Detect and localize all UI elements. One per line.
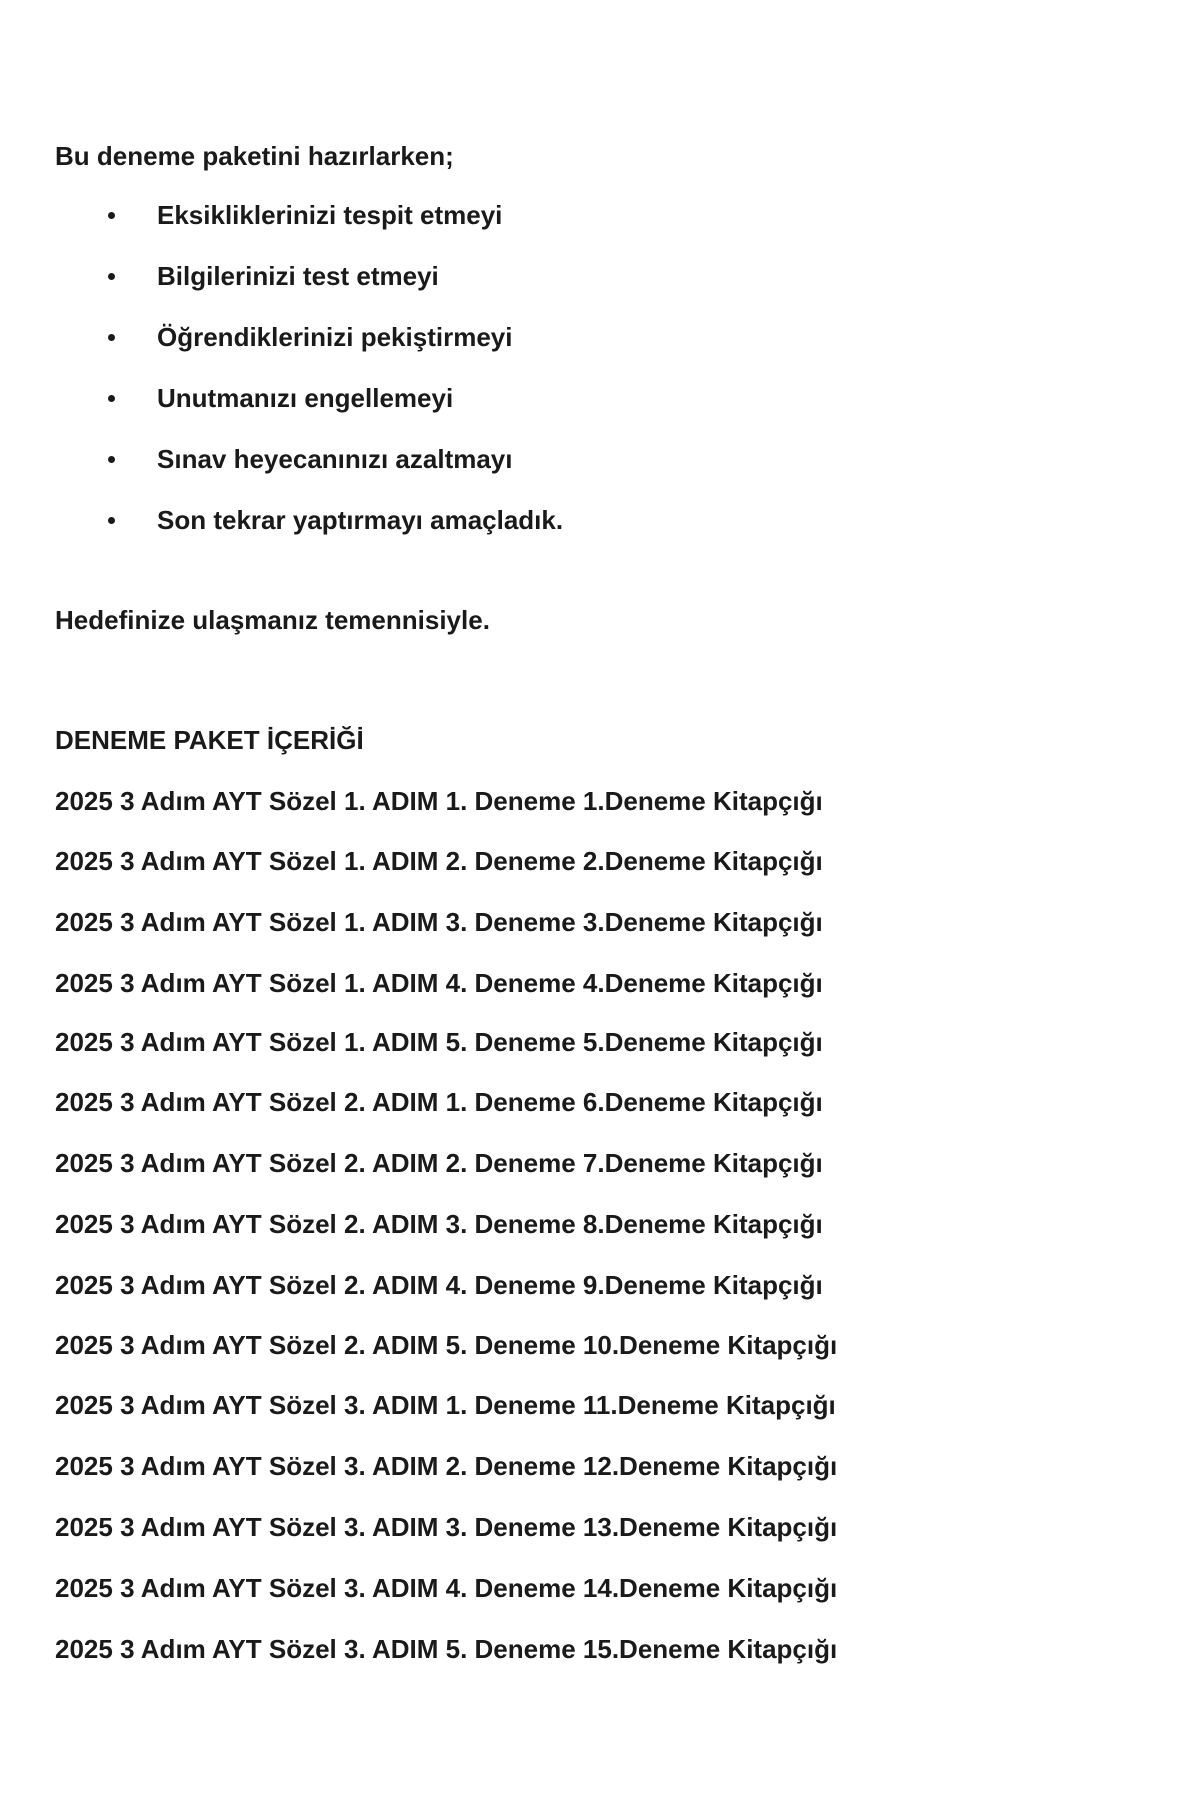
contents-item: 2025 3 Adım AYT Sözel 3. ADIM 1. Deneme 11.Deneme Kitapçığı	[55, 1390, 836, 1420]
contents-item: 2025 3 Adım AYT Sözel 1. ADIM 2. Deneme 2.Deneme Kitapçığı	[55, 846, 823, 876]
contents-item: 2025 3 Adım AYT Sözel 2. ADIM 1. Deneme 6.Deneme Kitapçığı	[55, 1087, 823, 1117]
contents-item: 2025 3 Adım AYT Sözel 3. ADIM 4. Deneme 14.Deneme Kitapçığı	[55, 1573, 838, 1603]
contents-item: 2025 3 Adım AYT Sözel 1. ADIM 1. Deneme 1.Deneme Kitapçığı	[55, 786, 823, 816]
goal-text: Sınav heyecanınızı azaltmayı	[157, 444, 513, 474]
contents-item: 2025 3 Adım AYT Sözel 1. ADIM 5. Deneme 5.Deneme Kitapçığı	[55, 1027, 823, 1057]
contents-item: 2025 3 Adım AYT Sözel 3. ADIM 3. Deneme 13.Deneme Kitapçığı	[55, 1512, 838, 1542]
contents-item: 2025 3 Adım AYT Sözel 2. ADIM 2. Deneme 7.Deneme Kitapçığı	[55, 1148, 823, 1178]
contents-item: 2025 3 Adım AYT Sözel 2. ADIM 5. Deneme 10.Deneme Kitapçığı	[55, 1330, 838, 1360]
bullet-icon	[108, 517, 115, 524]
contents-item: 2025 3 Adım AYT Sözel 1. ADIM 4. Deneme 4.Deneme Kitapçığı	[55, 968, 823, 998]
intro-text: Bu deneme paketini hazırlarken;	[55, 141, 454, 171]
contents-item: 2025 3 Adım AYT Sözel 2. ADIM 3. Deneme 8.Deneme Kitapçığı	[55, 1209, 823, 1239]
goal-text: Son tekrar yaptırmayı amaçladık.	[157, 505, 564, 535]
bullet-icon	[108, 273, 115, 280]
bullet-icon	[108, 395, 115, 402]
goal-text: Öğrendiklerinizi pekiştirmeyi	[157, 322, 513, 352]
goal-text: Bilgilerinizi test etmeyi	[157, 261, 439, 291]
contents-item: 2025 3 Adım AYT Sözel 3. ADIM 5. Deneme 15.Deneme Kitapçığı	[55, 1634, 838, 1664]
bullet-icon	[108, 456, 115, 463]
goal-text: Unutmanızı engellemeyi	[157, 383, 454, 413]
contents-item: 2025 3 Adım AYT Sözel 3. ADIM 2. Deneme 12.Deneme Kitapçığı	[55, 1451, 838, 1481]
bullet-icon	[108, 334, 115, 341]
closing-text: Hedefinize ulaşmanız temennisiyle.	[55, 605, 490, 635]
contents-item: 2025 3 Adım AYT Sözel 1. ADIM 3. Deneme 3.Deneme Kitapçığı	[55, 907, 823, 937]
contents-title: DENEME PAKET İÇERİĞİ	[55, 725, 364, 755]
goal-text: Eksikliklerinizi tespit etmeyi	[157, 200, 503, 230]
bullet-icon	[108, 212, 115, 219]
contents-item: 2025 3 Adım AYT Sözel 2. ADIM 4. Deneme 9.Deneme Kitapçığı	[55, 1270, 823, 1300]
